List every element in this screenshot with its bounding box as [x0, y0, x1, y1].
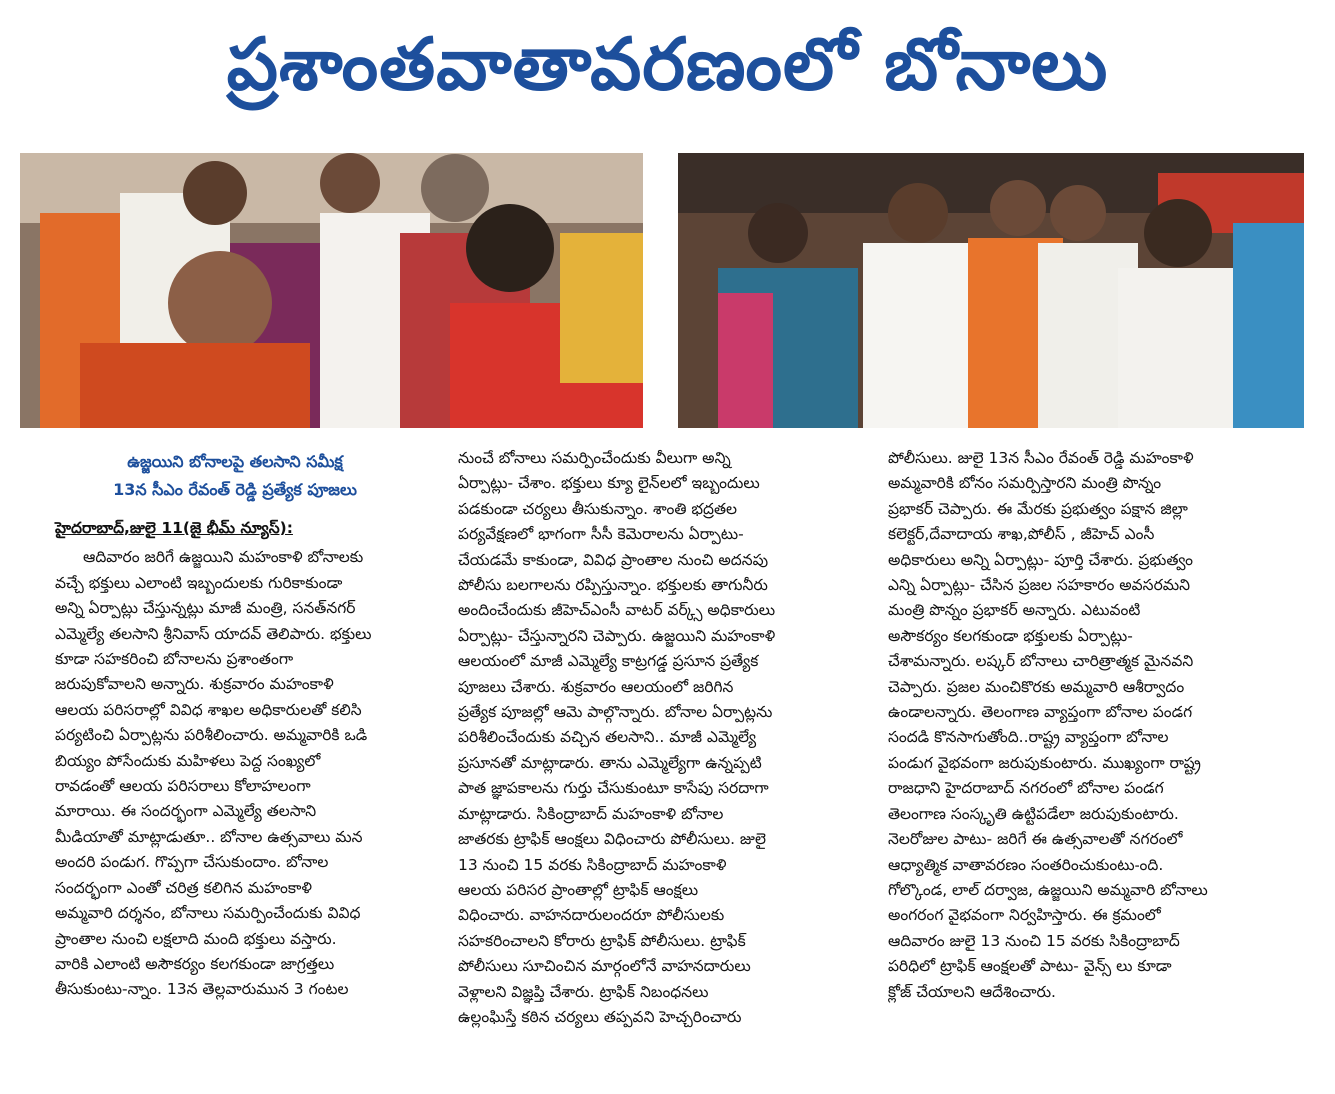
column-2-body [458, 446, 838, 1030]
text-line: ప్రభాకర్ చెప్పారు. ఈ మేరకు ప్రభుత్వం పక్షాన జిల్లా [888, 499, 1188, 518]
text-line: ఆదివారం జులై 13 నుంచి 15 వరకు సికింద్రాబాద్ [888, 931, 1180, 950]
text-line: రావడంతో ఆలయ పరిసరాలు కోలాహలంగా [55, 777, 311, 796]
text-line: ఆలయంలో మాజీ ఎమ్మెల్యే కాట్రగడ్డ ప్రసూన ప్రత్యేక [458, 652, 759, 671]
text-line: ఆలయ పరిసరాల్లో వివిధ శాఖల అధికారులతో కలిసి [55, 700, 362, 719]
text-line: విధించారు. వాహనదారులందరూ పోలీసులకు [458, 906, 725, 925]
text-line: రాజధాని హైదరాబాద్ నగరంలో బోనాల పండగ [888, 779, 1164, 798]
text-line: బియ్యం పోసేందుకు మహిళలు పెద్ద సంఖ్యలో [55, 751, 321, 770]
text-line: సందడి కొనసాగుతోంది..రాష్ట్ర వ్యాప్తంగా బోనాల [888, 728, 1169, 747]
text-line: కూడా సహకరించి బోనాలను ప్రశాంతంగా [55, 650, 294, 669]
text-line: సందర్భంగా ఎంతో చరిత్ర కలిగిన మహంకాళి [55, 878, 312, 897]
text-line: ఏర్పాట్లు- చేస్తున్నారని చెప్పారు. ఉజ్జయిని మహంకాళి [458, 626, 776, 645]
text-line: పరిశీలించేందుకు వచ్చిన తలసాని.. మాజీ ఎమ్మెల్యే [458, 728, 757, 747]
text-line: అమ్మవారికి బోనం సమర్పిస్తారని మంత్రి పొన్నం [888, 474, 1162, 493]
text-line: అందరి పండుగ. గొప్పగా చేసుకుందాం. బోనాల [55, 853, 329, 872]
text-line: ఉల్లంఘిస్తే కఠిన చర్యలు తప్పవని హెచ్చరించారు [458, 1007, 742, 1026]
text-line: పర్యటించి ఏర్పాట్లను పరిశీలించారు. అమ్మవారికి ఒడి [55, 726, 368, 745]
text-line: ఎన్ని ఏర్పాట్లు- చేసిన ప్రజల సహకారం అవసరమని [888, 576, 1191, 595]
text-line: చెప్పారు. ప్రజల మంచికొరకు అమ్మవారి ఆశీర్వాదం [888, 677, 1185, 696]
text-line: పరిధిలో ట్రాఫిక్ ఆంక్షలతో పాటు- వైన్స్ లు కూడా [888, 957, 1172, 976]
text-line: జాతరకు ట్రాఫిక్ ఆంక్షలు విధించారు పోలీసులు. జులై [458, 830, 766, 849]
text-line: చేశామన్నారు. లష్కర్ బోనాలు చారిత్రాత్మక మైనవని [888, 652, 1194, 671]
column-1-body [55, 545, 415, 1002]
column-3-body [888, 446, 1288, 1005]
text-line: పోలీసులు. జులై 13న సీఎం రేవంత్ రెడ్డి మహంకాళి [888, 449, 1194, 467]
text-line: పోలీసు బలగాలను రప్పిస్తున్నాం. భక్తులకు తాగునీరు [458, 576, 768, 595]
text-line: ఎమ్మెల్యే తలసాని శ్రీనివాస్ యాదవ్ తెలిపారు. భక్తులు [55, 624, 372, 643]
text-line: కలెక్టర్,దేవాదాయ శాఖ,పోలీస్ , జీహెచ్ ఎంసీ [888, 525, 1155, 544]
text-line: తెలంగాణ సంస్కృతి ఉట్టిపడేలా జరుపుకుంటారు. [888, 804, 1179, 823]
text-line: 13 నుంచి 15 వరకు సికింద్రాబాద్ మహంకాళి [458, 855, 727, 874]
text-line: చేయడమే కాకుండా, వివిధ ప్రాంతాల నుంచి అదనపు [458, 550, 769, 569]
text-line: మీడియాతో మాట్లాడుతూ.. బోనాల ఉత్సవాలు మన [55, 827, 363, 846]
article-column-3 [888, 446, 1288, 1005]
dateline: హైదరాబాద్,జులై 11(జై భీమ్ న్యూస్): [55, 519, 293, 537]
subhead-line-2: 13న సీఎం రేవంత్ రెడ్డి ప్రత్యేక పూజలు [113, 480, 357, 499]
text-line: వెళ్లాలని విజ్ఞప్తి చేశారు. ట్రాఫిక్ నిబంధనలు [458, 982, 709, 1001]
text-line: ఆధ్యాత్మిక వాతావరణం సంతరించుకుంటు-ంది. [888, 855, 1164, 874]
text-line: పోలీసులు సూచించిన మార్గంలోనే వాహనదారులు [458, 957, 751, 976]
text-line: అధికారులు అన్ని ఏర్పాట్లు- పూర్తి చేశారు. ప్రభుత్వం [888, 550, 1193, 569]
text-line: ఆదివారం జరిగే ఉజ్జయిని మహంకాళి బోనాలకు [83, 548, 364, 567]
text-line: అమ్మవారి దర్శనం, బోనాలు సమర్పించేందుకు వివిధ [55, 904, 361, 923]
text-line: నుంచే బోనాలు సమర్పించేందుకు వీలుగా అన్ని [458, 449, 731, 467]
text-line: పూజలు చేశారు. శుక్రవారం ఆలయంలో జరిగిన [458, 677, 734, 696]
photo-left [20, 153, 643, 428]
photo-right [678, 153, 1304, 428]
text-line: పాత జ్ఞాపకాలను గుర్తు చేసుకుంటూ కాసేపు సరదాగా [458, 779, 769, 798]
text-line: అంగరంగ వైభవంగా నిర్వహిస్తారు. ఈ క్రమంలో [888, 906, 1161, 925]
article-subhead [55, 448, 415, 504]
text-line: మారాయి. ఈ సందర్భంగా ఎమ్మెల్యే తలసాని [55, 802, 317, 821]
subhead-line-1: ఉజ్జయిని బోనాలపై తలసాని సమీక్ష [127, 452, 343, 471]
text-line: పండుగ వైభవంగా జరుపుకుంటారు. ముఖ్యంగా రాష్ట్ర [888, 753, 1201, 772]
text-line: ఉండాలన్నారు. తెలంగాణ వ్యాప్తంగా బోనాల పండగ [888, 703, 1193, 722]
text-line: మంత్రి పొన్నం ప్రభాకర్ అన్నారు. ఎటువంటి [888, 601, 1141, 620]
article-column-1 [55, 448, 415, 1003]
text-line: అందించేందుకు జీహెచ్ఎంసీ వాటర్ వర్క్స్ అధికారులు [458, 601, 776, 620]
headline: ప్రశాంతవాతావరణంలో బోనాలు [226, 22, 1109, 106]
text-line: సహకరించాలని కోరారు ట్రాఫిక్ పోలీసులు. ట్రాఫిక్ [458, 931, 746, 950]
text-line: పడకుండా చర్యలు తీసుకున్నాం. శాంతి భద్రతల [458, 499, 737, 518]
text-line: వారికి ఎలాంటి అసౌకర్యం కలగకుండా జాగ్రత్తలు [55, 954, 335, 973]
text-line: వచ్చే భక్తులు ఎలాంటి ఇబ్బందులకు గురికాకుండా [55, 573, 343, 592]
text-line: మాట్లాడారు. సికింద్రాబాద్ మహంకాళి బోనాల [458, 804, 724, 823]
text-line: ప్రసూనతో మాట్లాడారు. తాను ఎమ్మెల్యేగా ఉన్నప్పటి [458, 753, 762, 772]
text-line: క్లోజ్ చేయాలని ఆదేశించారు. [888, 982, 1056, 1001]
text-line: ఆలయ పరిసర ప్రాంతాల్లో ట్రాఫిక్ ఆంక్షలు [458, 880, 699, 899]
text-line: ఏర్పాట్లు- చేశాం. భక్తులు క్యూ లైన్‌లలో ఇబ్బందులు [458, 474, 760, 493]
text-line: అసౌకర్యం కలగకుండా భక్తులకు ఏర్పాట్లు- [888, 626, 1133, 645]
text-line: గోల్కొండ, లాల్ దర్వాజ, ఉజ్జయిని అమ్మవారి బోనాలు [888, 880, 1208, 899]
text-line: అన్ని ఏర్పాట్లు చేస్తున్నట్లు మాజీ మంత్రి, సనత్‌నగర్ [55, 599, 356, 618]
text-line: జరుపుకోవాలని అన్నారు. శుక్రవారం మహంకాళి [55, 675, 334, 694]
text-line: తీసుకుంటు-న్నాం. 13న తెల్లవారుమున 3 గంటల [55, 980, 349, 999]
text-line: ప్రత్యేక పూజల్లో ఆమె పాల్గొన్నారు. బోనాల ఏర్పాట్లను [458, 703, 773, 722]
text-line: ప్రాంతాల నుంచి లక్షలాది మంది భక్తులు వస్తారు. [55, 929, 337, 948]
text-line: పర్యవేక్షణలో భాగంగా సీసీ కెమెరాలను ఏర్పాటు- [458, 525, 744, 544]
text-line: నెలరోజుల పాటు- జరిగే ఈ ఉత్సవాలతో నగరంలో [888, 830, 1183, 849]
article-column-2 [458, 446, 838, 1030]
